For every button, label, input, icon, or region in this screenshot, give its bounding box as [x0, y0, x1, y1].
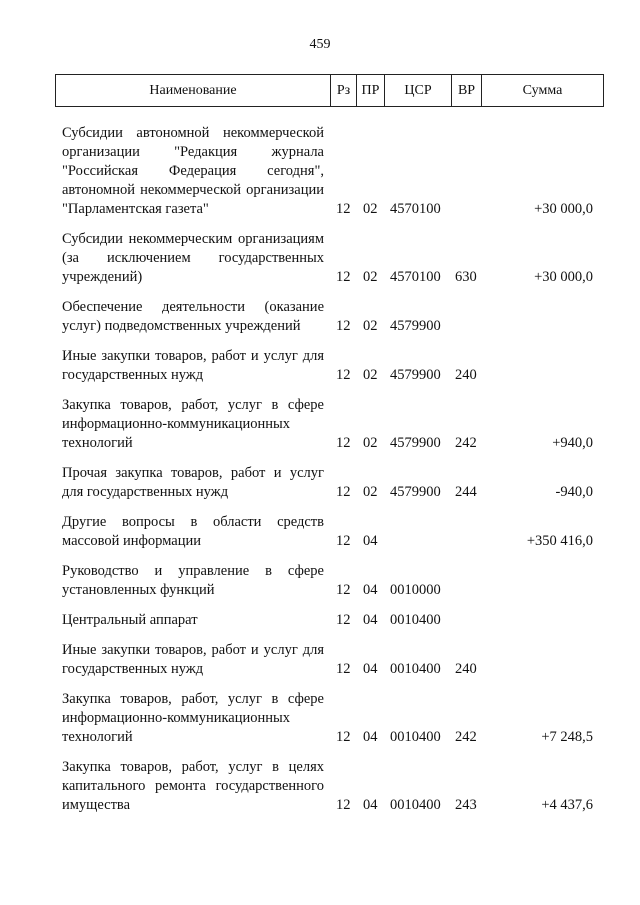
- table-body: [0, 124, 640, 826]
- table-row: [0, 464, 640, 502]
- table-row: [0, 230, 640, 287]
- row-pr: 04: [363, 612, 378, 628]
- row-csr: 0010400: [390, 797, 441, 813]
- row-vr: 630: [455, 269, 477, 285]
- row-rz: 12: [336, 269, 351, 285]
- row-rz: 12: [336, 435, 351, 451]
- row-pr: 02: [363, 201, 378, 217]
- table-row: [0, 347, 640, 385]
- row-rz: 12: [336, 533, 351, 549]
- row-sum: +30 000,0: [534, 201, 593, 217]
- row-csr: 0010400: [390, 729, 441, 745]
- row-rz: 12: [336, 201, 351, 217]
- row-csr: 4570100: [390, 269, 441, 285]
- row-name: Прочая закупка товаров, работ и услуг для государственных нужд: [62, 465, 324, 500]
- header-csr: ЦСР: [385, 75, 452, 106]
- row-rz: 12: [336, 582, 351, 598]
- row-rz: 12: [336, 729, 351, 745]
- row-rz: 12: [336, 661, 351, 677]
- row-vr: 242: [455, 435, 477, 451]
- row-sum: +350 416,0: [526, 533, 593, 549]
- row-pr: 02: [363, 367, 378, 383]
- table-row: [0, 298, 640, 336]
- row-vr: 240: [455, 661, 477, 677]
- row-pr: 02: [363, 484, 378, 500]
- row-name: Обеспечение деятельности (оказание услуг) подведомственных учреждений: [62, 299, 324, 334]
- row-name: Закупка товаров, работ, услуг в сфере информационно-коммуникационных технологий: [62, 397, 324, 451]
- table-row: [0, 641, 640, 679]
- row-csr: 4579900: [390, 484, 441, 500]
- header-sum: Сумма: [522, 82, 563, 98]
- row-vr: 240: [455, 367, 477, 383]
- row-pr: 04: [363, 582, 378, 598]
- row-rz: 12: [336, 612, 351, 628]
- table-row: [0, 758, 640, 815]
- row-rz: 12: [336, 318, 351, 334]
- table-row: [0, 396, 640, 453]
- row-csr: 0010000: [390, 582, 441, 598]
- row-rz: 12: [336, 367, 351, 383]
- row-pr: 04: [363, 661, 378, 677]
- table-row: [0, 611, 640, 630]
- row-vr: 243: [455, 797, 477, 813]
- row-sum: +7 248,5: [541, 729, 593, 745]
- row-name: Другие вопросы в области средств массовой информации: [62, 514, 324, 549]
- table-row: [0, 124, 640, 219]
- table-row: [0, 562, 640, 600]
- row-sum: +30 000,0: [534, 269, 593, 285]
- row-csr: 4579900: [390, 435, 441, 451]
- row-rz: 12: [336, 797, 351, 813]
- row-pr: 02: [363, 269, 378, 285]
- row-vr: 244: [455, 484, 477, 500]
- row-name: Закупка товаров, работ, услуг в сфере информационно-коммуникационных технологий: [62, 691, 324, 745]
- row-pr: 02: [363, 435, 378, 451]
- row-sum: +940,0: [552, 435, 593, 451]
- header-vr: ВР: [452, 75, 482, 106]
- row-csr: 0010400: [390, 661, 441, 677]
- table-row: [0, 690, 640, 747]
- row-name: Иные закупки товаров, работ и услуг для государственных нужд: [62, 348, 324, 383]
- row-pr: 04: [363, 729, 378, 745]
- row-name: Субсидии некоммерческим организациям (за исключением государственных учреждений): [62, 231, 324, 285]
- header-pr: ПР: [357, 75, 385, 106]
- row-pr: 04: [363, 797, 378, 813]
- row-rz: 12: [336, 484, 351, 500]
- row-name: Иные закупки товаров, работ и услуг для государственных нужд: [62, 642, 324, 677]
- page-number: 459: [309, 37, 331, 52]
- row-sum: -940,0: [555, 484, 593, 500]
- row-name: Субсидии автономной некоммерческой организации "Редакция журнала "Российская Федерация сегодня", автономной некоммерческой организации "Парламентская газета": [62, 125, 324, 217]
- row-csr: 4570100: [390, 201, 441, 217]
- row-vr: 242: [455, 729, 477, 745]
- header-rz: Рз: [331, 75, 357, 106]
- row-pr: 04: [363, 533, 378, 549]
- row-name: Руководство и управление в сфере установленных функций: [62, 563, 324, 598]
- row-sum: +4 437,6: [541, 797, 593, 813]
- row-csr: 0010400: [390, 612, 441, 628]
- row-csr: 4579900: [390, 318, 441, 334]
- table-row: [0, 513, 640, 551]
- row-csr: 4579900: [390, 367, 441, 383]
- row-name: Центральный аппарат: [62, 612, 198, 628]
- table-header: [55, 74, 604, 107]
- header-name: Наименование: [56, 75, 331, 106]
- row-pr: 02: [363, 318, 378, 334]
- row-name: Закупка товаров, работ, услуг в целях капитального ремонта государственного имущества: [62, 759, 324, 813]
